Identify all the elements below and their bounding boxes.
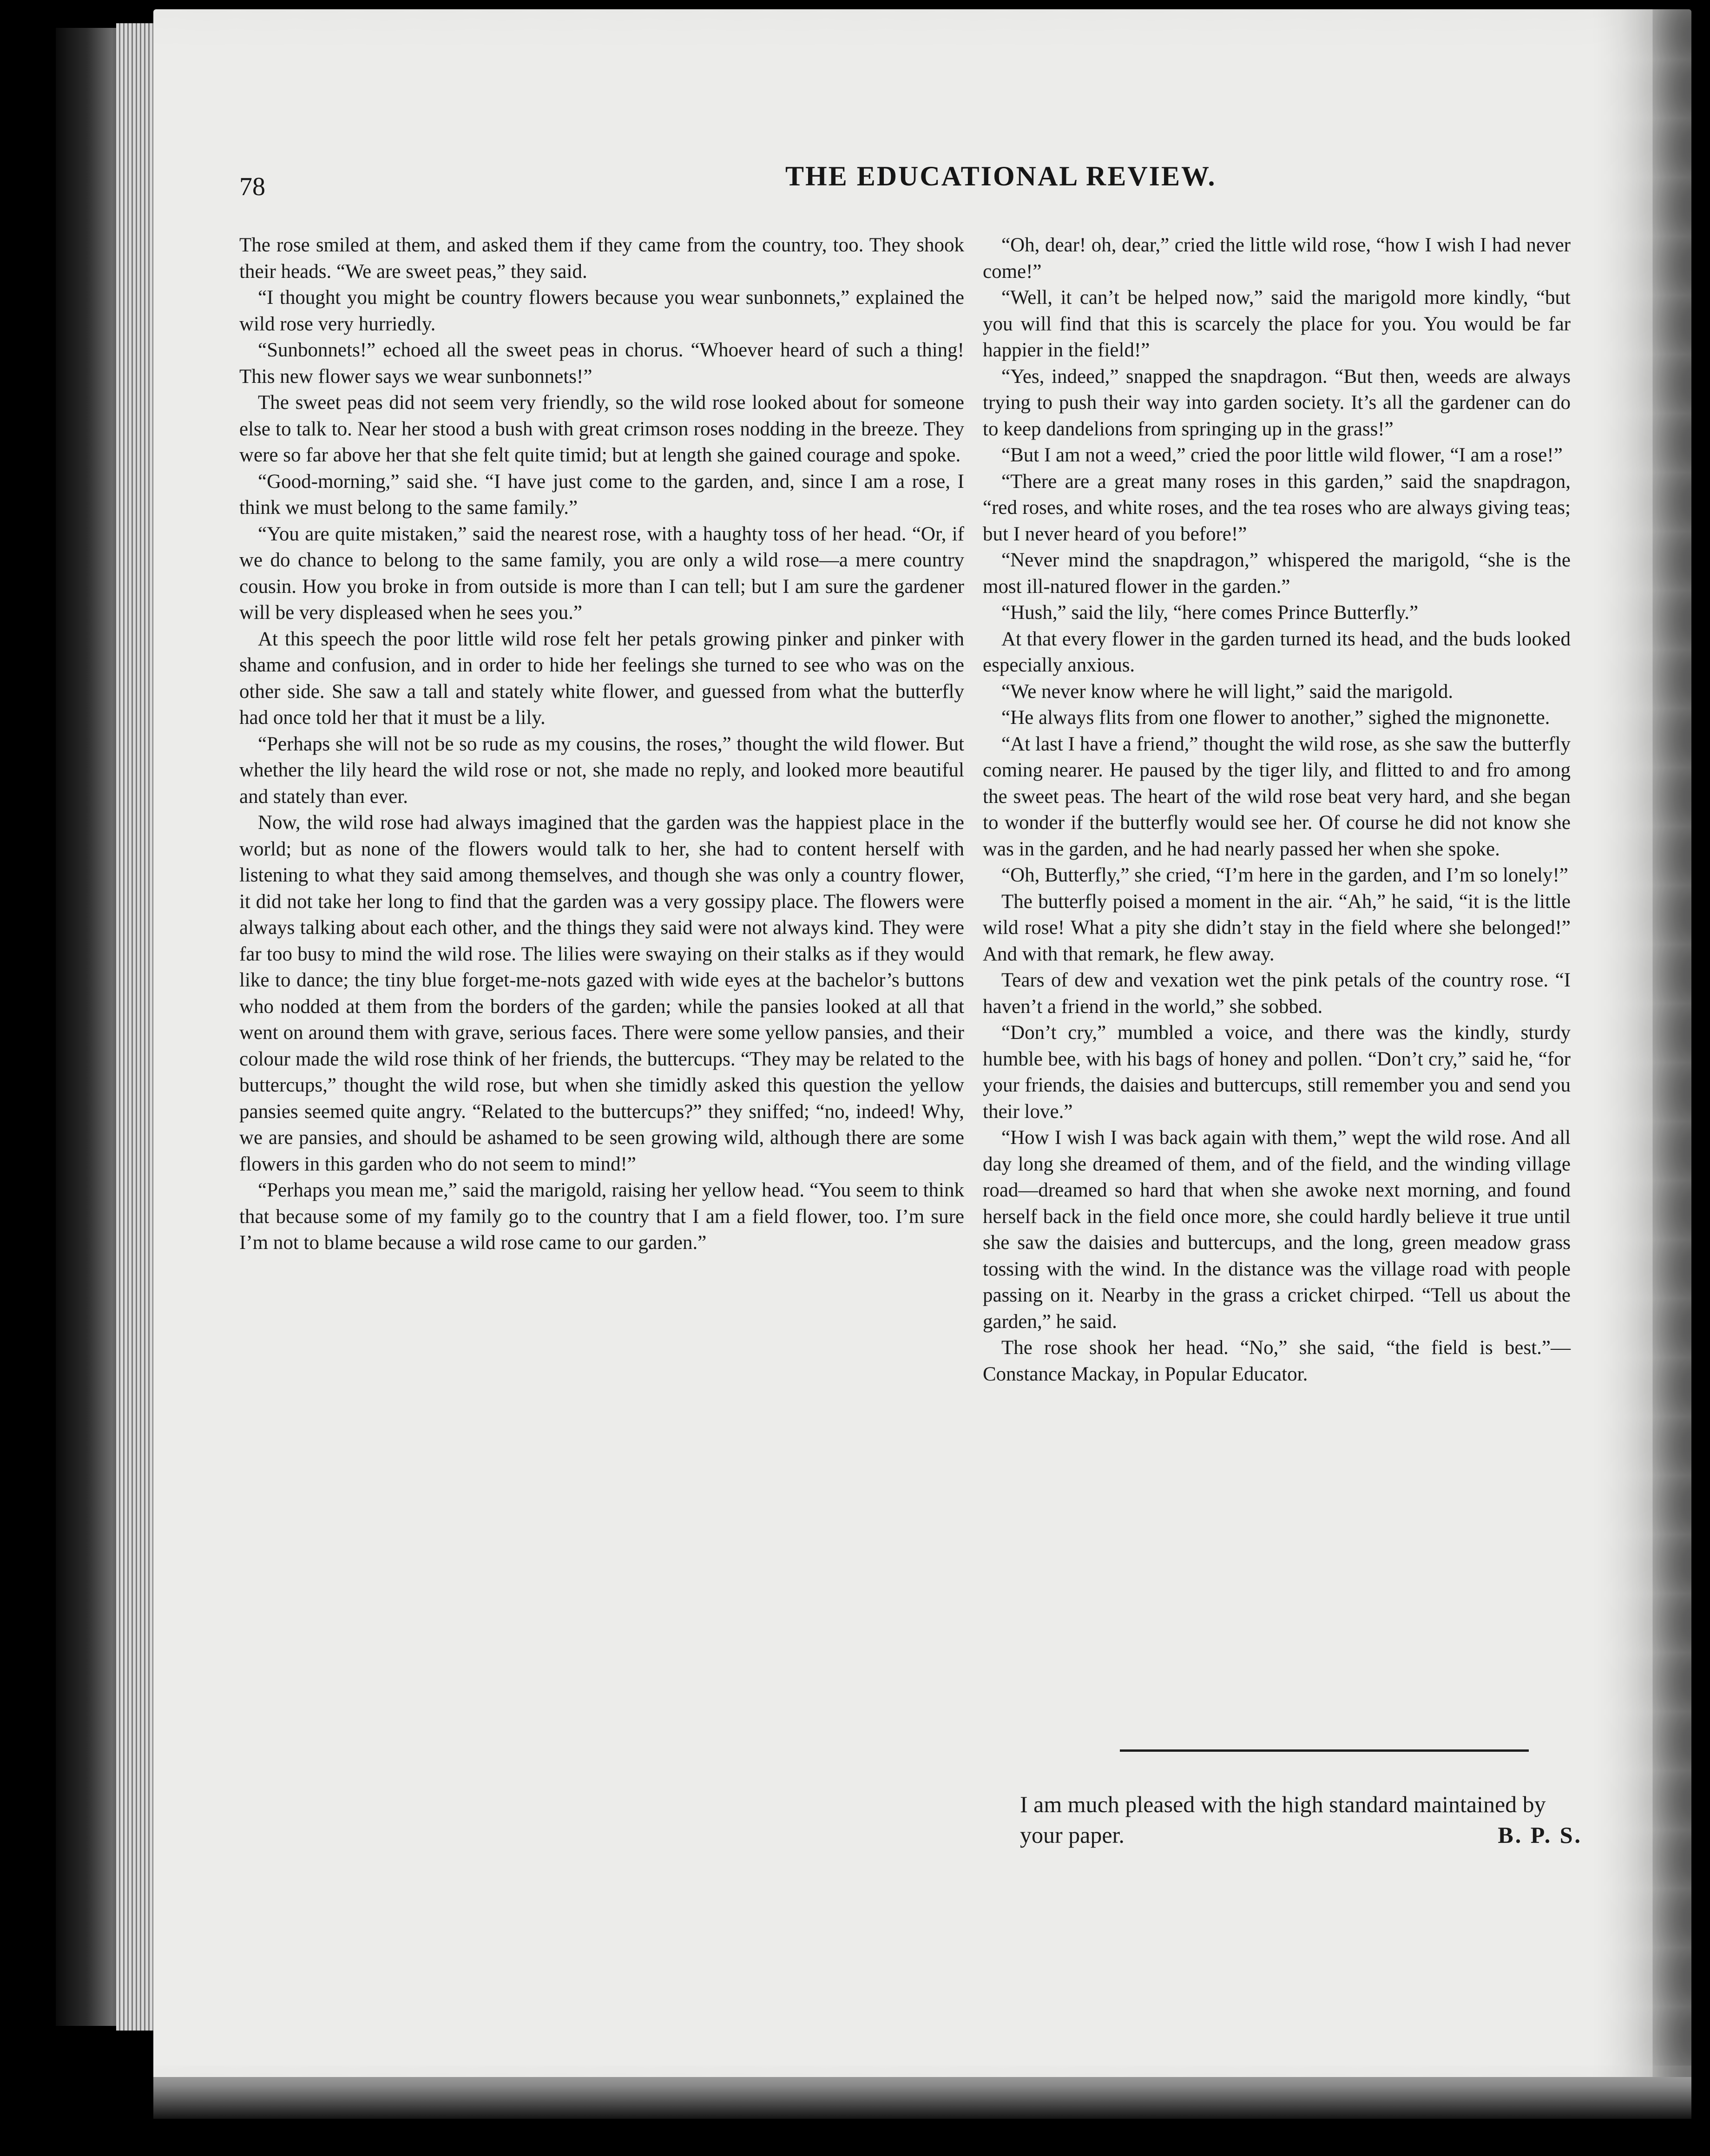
running-head: THE EDUCATIONAL REVIEW. [785,161,1217,191]
paragraph: “Oh, dear! oh, dear,” cried the little wild rose, “how I wish I had never come!” [983,234,1571,283]
right-column [983,232,1571,1387]
paragraph: “I thought you might be country flowers because you wear sunbonnets,” explained the wild rose very hurriedly. [239,287,964,335]
paragraph: “Good-morning,” said she. “I have just come to the garden, and, since I am a rose, I think we must belong to the same family.” [239,470,964,519]
paragraph: The rose shook her head. “No,” she said, “the field is best.”—Constance Mackay, in Popular Educator. [983,1337,1571,1385]
paragraph: “How I wish I was back again with them,” wept the wild rose. And all day long she dreamed of them, and of the field, and the winding village road—dreamed so hard that when she awoke next morning, and found herself back in the field once more, she could hardly believe it true until she saw the daisies and buttercups, and the long, green meadow grass tossing with the wind. In the distance was the village road with people passing on it. Nearby in the grass a cricket chirped. “Tell us about the garden,” he said. [983,1127,1571,1333]
page-number: 78 [239,172,265,201]
paragraph: Tears of dew and vexation wet the pink petals of the country rose. “I haven’t a friend in the world,” she sobbed. [983,969,1571,1018]
paragraph: At that every flower in the garden turned its head, and the buds looked especially anxious. [983,628,1571,676]
section-divider [1120,1749,1529,1752]
paragraph: The butterfly poised a moment in the air. “Ah,” he said, “it is the little wild rose! What a pity she didn’t stay in the field where she belonged!” And with that remark, he flew away. [983,890,1571,965]
paragraph: “Don’t cry,” mumbled a voice, and there was the kindly, sturdy humble bee, with his bags of honey and pollen. “Don’t cry,” said he, “for your friends, the daisies and buttercups, still remember you and send you their love.” [983,1022,1571,1123]
left-column [239,232,964,1256]
paragraph: “Sunbonnets!” echoed all the sweet peas in chorus. “Whoever heard of such a thing! This new flower says we wear sunbonnets!” [239,339,964,388]
paragraph: “But I am not a weed,” cried the poor little wild flower, “I am a rose!” [1001,444,1563,466]
paragraph: “Never mind the snapdragon,” whispered the marigold, “she is the most ill-natured flower in the garden.” [983,549,1571,598]
paragraph: “Yes, indeed,” snapped the snapdragon. “But then, weeds are always trying to push their way into garden society. It’s all the gardener can do to keep dandelions from springing up in the grass!” [983,365,1571,440]
paragraph: “We never know where he will light,” said the marigold. [1001,680,1454,703]
paragraph: Now, the wild rose had always imagined that the garden was the happiest place in the world; but as none of the flowers would talk to her, she had to content herself with listening to what they said among themselves, and though she was only a country flower, it did not take her long to find that the garden was a very gossipy place. The flowers were always talking about each other, and the things they said were not always kind. They were far too busy to mind the wild rose. The lilies were swaying on their stalks as if they would like to dance; the tiny blue forget-me-nots gazed with wide eyes at the bachelor’s buttons who nodded at them from the borders of the garden; while the pansies looked at all that went on around them with grave, serious faces. There were some yellow pansies, and their colour made the wild rose think of her friends, the buttercups. “They may be related to the buttercups,” thought the wild rose, but when she timidly asked this question the yellow pansies seemed quite angry. “Related to the buttercups?” they sniffed; “no, indeed! Why, we are pansies, and should be ashamed to be seen growing wild, although there are some flowers in this garden who do not seem to mind!” [239,812,964,1175]
paragraph: “Well, it can’t be helped now,” said the marigold more kindly, “but you will find that this is scarcely the place for you. You would be far happier in the field!” [983,287,1571,361]
testimonial [1020,1789,1582,1850]
paragraph: “Perhaps she will not be so rude as my cousins, the roses,” thought the wild flower. But whether the lily heard the wild rose or not, she made no reply, and looked more beautiful and stately than ever. [239,733,964,808]
paragraph: The sweet peas did not seem very friendly, so the wild rose looked about for someone else to talk to. Near her stood a bush with great crimson roses nodding in the breeze. They were so far above her that she felt quite timid; but at length she gained courage and spoke. [239,392,964,466]
testimonial-signature: B. P. S. [1498,1822,1582,1848]
testimonial-text: I am much pleased with the high standard maintained by your paper. [1020,1791,1546,1848]
paragraph: “Hush,” said the lily, “here comes Prince Butterfly.” [1001,602,1419,624]
paragraph: “At last I have a friend,” thought the wild rose, as she saw the butterfly coming nearer. He paused by the tiger lily, and flitted to and fro among the sweet peas. The heart of the wild rose beat very hard, and she began to wonder if the butterfly would see her. Of course he did not know she was in the garden, and he had nearly passed her when she spoke. [983,733,1571,860]
paragraph: At this speech the poor little wild rose felt her petals growing pinker and pinker with shame and confusion, and in order to hide her feelings she turned to see who was on the other side. She saw a tall and stately white flower, and guessed from what the butterfly had once told her that it must be a lily. [239,628,964,729]
paragraph: “There are a great many roses in this garden,” said the snapdragon, “red roses, and white roses, and the tea roses who are always giving teas; but I never heard of you before!” [983,470,1571,545]
paragraph: The rose smiled at them, and asked them if they came from the country, too. They shook their heads. “We are sweet peas,” they said. [239,234,964,283]
paragraph: “Oh, Butterfly,” she cried, “I’m here in the garden, and I’m so lonely!” [1001,864,1568,886]
paragraph: “You are quite mistaken,” said the nearest rose, with a haughty toss of her head. “Or, if we do chance to belong to the same family, you are only a wild rose—a mere country cousin. How you broke in from outside is more than I can tell; but I am sure the gardener will be very displeased when he sees you.” [239,523,964,624]
paragraph: “Perhaps you mean me,” said the marigold, raising her yellow head. “You seem to think that because some of my family go to the country that I am a field flower, too. I’m sure I’m not to blame because a wild rose came to our garden.” [239,1179,964,1254]
paragraph: “He always flits from one flower to another,” sighed the mignonette. [1001,707,1550,729]
